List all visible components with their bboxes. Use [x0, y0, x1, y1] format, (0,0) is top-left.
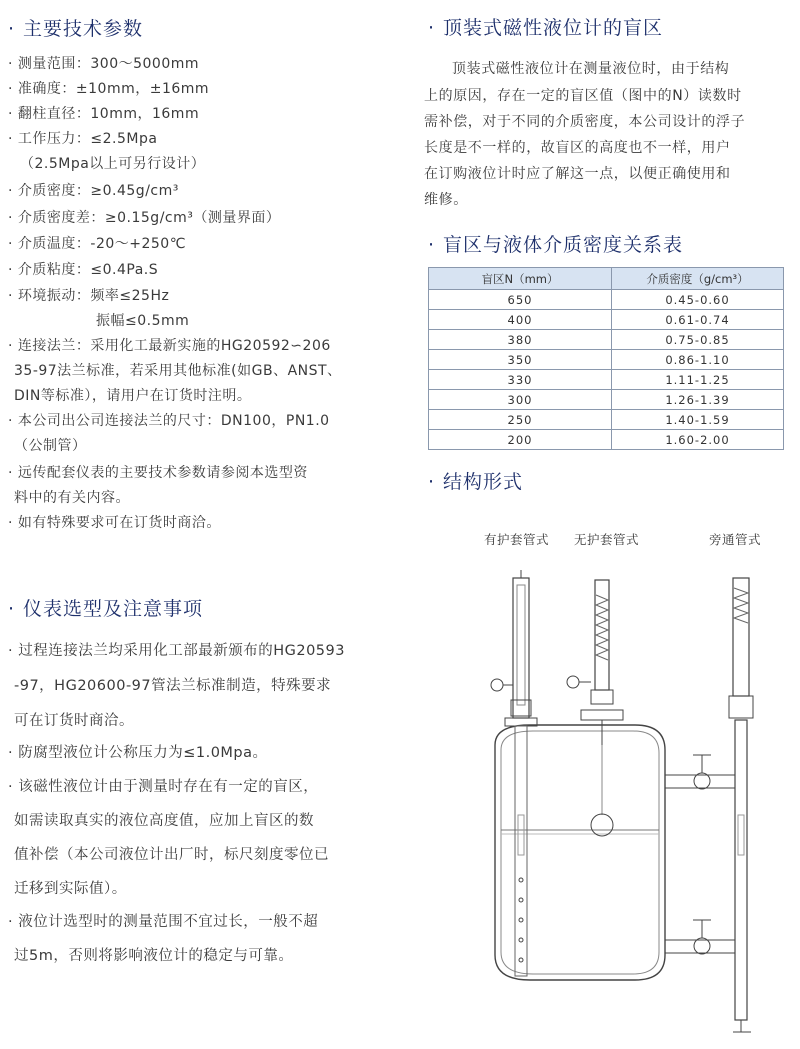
selection-line: 值补偿（本公司液位计出厂时，标尺刻度零位已: [14, 847, 329, 863]
section-title-density-table: · 盲区与液体介质密度关系表: [428, 234, 684, 256]
selection-line: 过5m，否则将影响液位计的稳定与可靠。: [14, 948, 294, 964]
param-line: · 测量范围：300～5000mm: [8, 56, 200, 72]
table-cell: 350: [429, 350, 612, 370]
param-line: · 如有特殊要求可在订货时商洽。: [8, 515, 221, 531]
selection-line: 如需读取真实的液位高度值，应加上盲区的数: [14, 813, 314, 829]
table-header-blind: 盲区N（mm）: [429, 268, 612, 290]
param-line: DIN等标准），请用户在订货时注明。: [14, 388, 252, 404]
table-row: [429, 290, 784, 310]
table-header-density: 介质密度（g/cm³）: [612, 268, 784, 290]
caption-without-sleeve: 无护套管式: [574, 532, 640, 547]
param-line: （公制管）: [14, 438, 87, 454]
param-line: · 工作压力：≤2.5Mpa: [8, 131, 158, 147]
gauge-without-sleeve: [567, 580, 623, 836]
param-line: · 翻柱直径：10mm，16mm: [8, 106, 200, 122]
table-header-row: [429, 268, 784, 290]
table-row: [429, 350, 784, 370]
table-cell: 1.11-1.25: [612, 370, 784, 390]
selection-line: -97，HG20600-97管法兰标准制造，特殊要求: [14, 678, 332, 694]
table-cell: 330: [429, 370, 612, 390]
blind-paragraph-line: 维修。: [424, 192, 468, 208]
table-cell: 200: [429, 430, 612, 450]
selection-line: · 过程连接法兰均采用化工部最新颁布的HG20593: [8, 643, 345, 659]
table-row: [429, 370, 784, 390]
table-row: [429, 430, 784, 450]
table-cell: 650: [429, 290, 612, 310]
section-title-main-params: · 主要技术参数: [8, 18, 144, 40]
param-line: · 介质密度：≥0.45g/cm³: [8, 183, 179, 199]
blind-paragraph-line: 需补偿，对于不同的介质密度，本公司设计的浮子: [424, 114, 746, 130]
param-line: · 远传配套仪表的主要技术参数请参阅本选型资: [8, 465, 308, 481]
table-cell: 0.86-1.10: [612, 350, 784, 370]
structure-diagram: [455, 560, 790, 1040]
table-cell: 250: [429, 410, 612, 430]
section-title-structure: · 结构形式: [428, 471, 524, 493]
selection-line: 可在订货时商洽。: [14, 713, 134, 729]
gauge-with-sleeve: [491, 570, 537, 976]
density-table: [428, 267, 784, 450]
param-line: · 介质温度：-20～+250℃: [8, 236, 186, 252]
bypass-gauge: [665, 578, 753, 1032]
selection-line: · 该磁性液位计由于测量时存在有一定的盲区，: [8, 779, 319, 795]
param-line: 振幅≤0.5mm: [96, 313, 190, 329]
tank-inner: [501, 731, 659, 974]
table-cell: 400: [429, 310, 612, 330]
param-line: 35-97法兰标准，若采用其他标准(如GB、ANST、: [14, 363, 342, 379]
table-row: [429, 390, 784, 410]
table-cell: 0.75-0.85: [612, 330, 784, 350]
table-row: [429, 330, 784, 350]
section-title-selection: · 仪表选型及注意事项: [8, 598, 204, 620]
param-line: 料中的有关内容。: [14, 490, 130, 506]
blind-paragraph-line: 在订购液位计时应了解这一点，以便正确使用和: [424, 166, 731, 182]
param-line: · 连接法兰：采用化工最新实施的HG20592∽206: [8, 338, 331, 354]
param-line: · 介质粘度：≤0.4Pa.S: [8, 262, 159, 278]
table-cell: 1.60-2.00: [612, 430, 784, 450]
caption-with-sleeve: 有护套管式: [484, 532, 550, 547]
param-line: （2.5Mpa以上可另行设计）: [20, 156, 206, 172]
table-row: [429, 310, 784, 330]
table-cell: 1.40-1.59: [612, 410, 784, 430]
selection-line: · 防腐型液位计公称压力为≤1.0Mpa。: [8, 745, 268, 761]
table-cell: 300: [429, 390, 612, 410]
param-line: · 环境振动：频率≤25Hz: [8, 288, 170, 304]
param-line: · 介质密度差：≥0.15g/cm³（测量界面）: [8, 210, 281, 226]
section-title-blind-zone: · 顶装式磁性液位计的盲区: [428, 17, 664, 39]
blind-paragraph-line: 顶装式磁性液位计在测量液位时，由于结构: [452, 61, 730, 77]
table-cell: 1.26-1.39: [612, 390, 784, 410]
blind-paragraph-line: 上的原因，存在一定的盲区值（图中的N）读数时: [424, 88, 742, 104]
param-line: · 本公司出公司连接法兰的尺寸：DN100，PN1.0: [8, 413, 330, 429]
blind-paragraph-line: 长度是不一样的，故盲区的高度也不一样，用户: [424, 140, 731, 156]
table-row: [429, 410, 784, 430]
table-cell: 0.45-0.60: [612, 290, 784, 310]
param-line: · 准确度：±10mm，±16mm: [8, 81, 210, 97]
table-cell: 380: [429, 330, 612, 350]
table-cell: 0.61-0.74: [612, 310, 784, 330]
caption-bypass: 旁通管式: [709, 532, 762, 547]
selection-line: 迁移到实际值）。: [14, 881, 127, 897]
selection-line: · 液位计选型时的测量范围不宜过长，一般不超: [8, 914, 319, 930]
